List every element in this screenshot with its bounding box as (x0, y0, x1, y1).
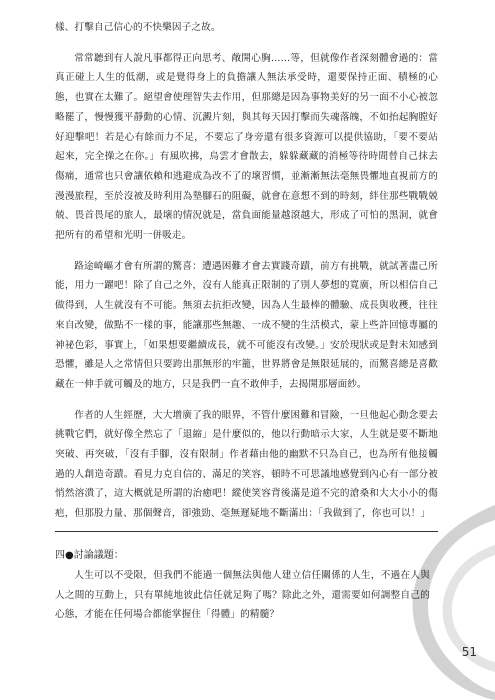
page-number: 51 (461, 645, 477, 659)
paragraph-continuation: 樣、打擊自己信心的不快樂因子之故。 (55, 22, 221, 33)
paragraph-author-experience: 作者的人生經歷，大大增廣了我的眼界，不管什麼困難和冒險，一旦他起心動念要去挑戰它們，就好像全然忘了「退縮」是什麼似的，他以行動暗示大家，人生就是要不斷地突破、再突破，「沒有手腳，沒有限制」作者藉由他的幽默不只為自己，也為所有他接觸過的人創造奇蹟。看見力克自信的、滿足的笑容，頓時不可思議地感覺到內心有一部分被悄然溶潰了，這大概就是所謂的治癒吧！縱使笑容背後滿是道不完的滄桑和大大小小的傷疤，但那股力量、那個聲音，卻強勁、毫無遲疑地不斷滿出：「我做到了，你也可以！」 (55, 409, 438, 520)
discussion-paragraph: 人生可以不受限，但我們不能過一個無法與他人建立信任關係的人生，不過在人與人之間的互動上，只有單純地彼此信任就足夠了嗎？除此之外，還需要如何調整自己的心態，才能在任何場合都能掌握住「得體」的精髓？ (55, 570, 430, 621)
section-divider (55, 531, 438, 532)
discussion-heading: 四●討論議題： (55, 550, 124, 561)
discussion-body (55, 566, 430, 625)
paragraph-positive-thinking: 常常聽到有人說凡事都得正向思考、敞開心胸……等，但就像作者深刻體會過的：當真正碰上人生的低潮，或是覺得身上的負擔讓人無法承受時，還要保持正面、積極的心態，也實在太難了。絕望會使理智失去作用，但那總是因為事物美好的另一面不小心被忽略罷了，慢慢獲平靜動的心情、沉澱片刻，與其每天因打擊而失魂落魄，不如抬起胸膛好好迎擊吧！若是心有餘而力不足，不要忘了身旁還有很多資源可以提供協助，「要不要站起來，完全操之在你。」有風吹拂，烏雲才會散去，躲躲藏藏的消極等待時間替自己抹去傷痛，通常也只會讓依賴和逃避成為改不了的壞習慣，並漸漸無法毫無畏懼地直視前方的漫漫旅程，至於沒被及時利用為墊腳石的阻礙，就會在意想不到的時刻，絆住那些戰戰兢兢、畏首畏尾的旅人，最壞的情況就是，當負面能量越滾越大，形成了可怕的黑洞，就會把所有的希望和光明一併吸走。 (55, 52, 438, 242)
paragraph-surprises-and-change: 路途崎嶇才會有所謂的驚喜：遭遇困難才會去實踐奇蹟，前方有挑戰，就試著盡己所能，用力一躍吧！除了自己之外，沒有人能真正限制的了別人夢想的寬廣，所以相信自己做得到，人生就沒有不可能。無須去抗拒改變，因為人生最棒的體驗、成長與收穫，往往來自改變，做點不一樣的事，能讓那些無趣、一成不變的生活模式，蒙上些許回憶專屬的神祕色彩，事實上，「如果想要繼續成長，就不可能沒有改變。」安於現狀或是對未知感到恐懼，雖是人之常情但只要跨出那無形的牢籠，世界將會是無限延展的，而驚喜總是喜歡藏在一伸手就可觸及的地方，只是我們一直不敢伸手，去揭開那層面紗。 (55, 260, 438, 390)
article-body (55, 18, 438, 535)
